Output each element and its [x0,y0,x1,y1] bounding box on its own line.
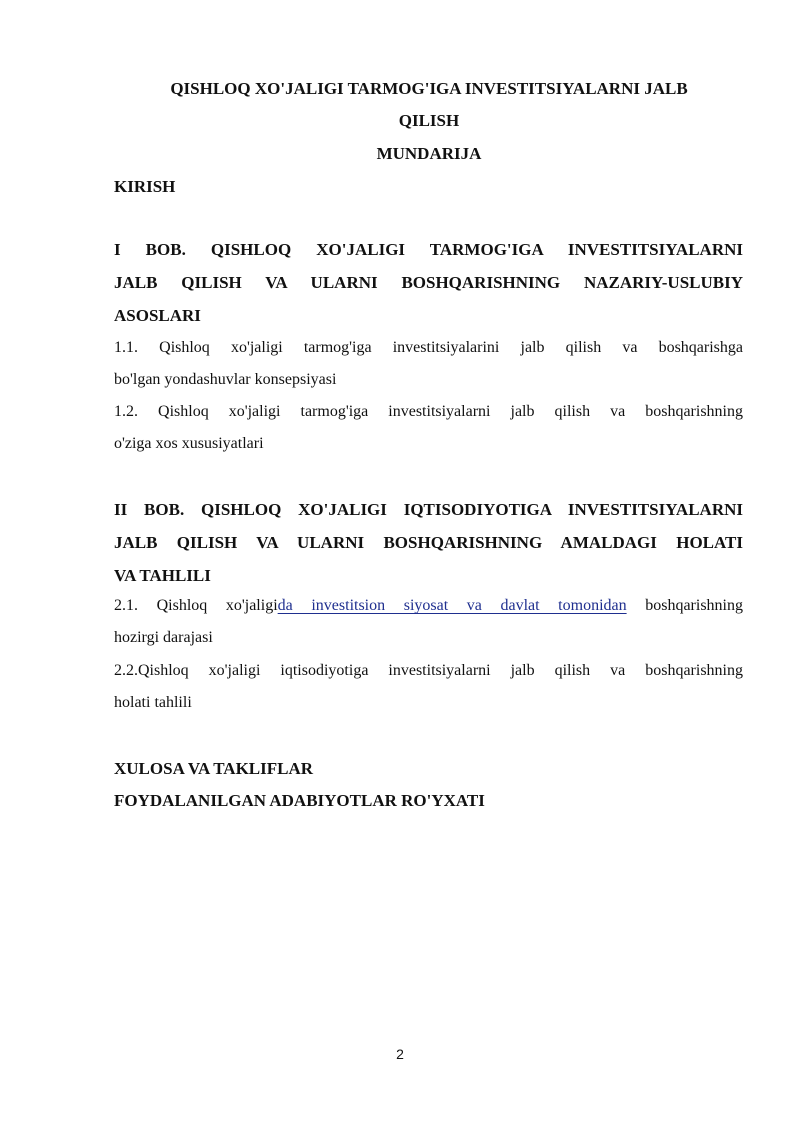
toc-section-2-2-line1: 2.2.Qishloq xo'jaligi iqtisodiyotiga investitsiyalarni jalb qilish va boshqarishning [114,662,743,679]
toc-references[interactable]: FOYDALANILGAN ADABIYOTLAR RO'YXATI [114,791,485,810]
toc-chapter1[interactable] [114,233,743,332]
toc-section-2-2[interactable] [114,655,743,719]
toc-section-2-1-line2: hozirgi darajasi [114,629,213,646]
toc-section-2-1-link[interactable]: da investitsion siyosat va davlat tomonidan [277,597,627,614]
toc-chapter2[interactable] [114,493,743,592]
toc-chapter1-line3: ASOSLARI [114,306,201,325]
toc-section-2-1-pre: 2.1. Qishloq xo'jaligi [114,597,278,614]
toc-section-2-1-line1 [114,590,743,622]
toc-section-2-2-line2: holati tahlili [114,694,192,711]
toc-chapter2-line3: VA TAHLILI [114,566,211,585]
toc-chapter1-line2: JALB QILISH VA ULARNI BOSHQARISHNING NAZARIY-USLUBIY [114,273,743,292]
toc-section-1-1[interactable] [114,332,743,396]
document-title-line1: QISHLOQ XO'JALIGI TARMOG'IGA INVESTITSIYALARNI JALB [170,79,688,98]
toc-section-1-2-line2: o'ziga xos xususiyatlari [114,435,264,452]
document-title-line2: QILISH [398,111,460,130]
toc-chapter2-line2: JALB QILISH VA ULARNI BOSHQARISHNING AMALDAGI HOLATI [114,533,743,552]
toc-heading: MUNDARIJA [376,144,482,163]
toc-section-1-1-line1: 1.1. Qishloq xo'jaligi tarmog'iga investitsiyalarini jalb qilish va boshqarishga [114,339,743,356]
toc-section-1-2-line1: 1.2. Qishloq xo'jaligi tarmog'iga investitsiyalarni jalb qilish va boshqarishning [114,403,743,420]
toc-section-1-1-line2: bo'lgan yondashuvlar konsepsiyasi [114,371,337,388]
toc-section-2-1-post: boshqarishning [645,597,743,614]
toc-section-1-2[interactable] [114,396,743,460]
page-number: 2 [396,1046,404,1062]
toc-chapter1-line1: I BOB. QISHLOQ XO'JALIGI TARMOG'IGA INVESTITSIYALARNI [114,240,743,259]
toc-conclusion[interactable]: XULOSA VA TAKLIFLAR [114,759,314,778]
toc-chapter2-line1: II BOB. QISHLOQ XO'JALIGI IQTISODIYOTIGA INVESTITSIYALARNI [114,500,743,519]
toc-intro[interactable]: KIRISH [114,177,176,196]
toc-section-2-1[interactable] [114,590,743,654]
